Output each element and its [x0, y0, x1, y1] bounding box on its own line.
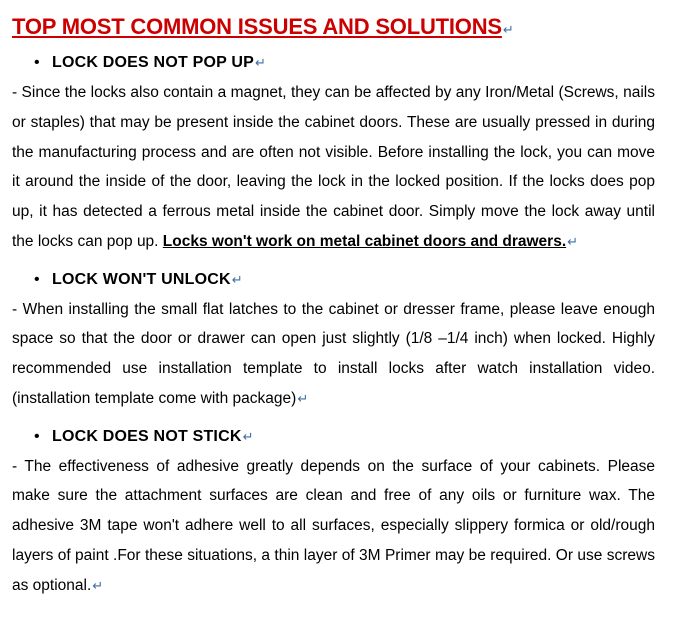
paragraph-mark-icon: ↵ — [502, 22, 514, 37]
bullet-icon: • — [34, 54, 40, 71]
paragraph-mark-icon: ↵ — [254, 55, 266, 70]
section-heading-lock-wont-unlock — [12, 271, 655, 289]
section-heading-label: LOCK DOES NOT STICK — [52, 427, 242, 445]
section-heading-lock-does-not-pop-up — [12, 54, 655, 72]
section-body-text: - The effectiveness of adhesive greatly depends on the surface of your cabinets. Please make sure the attachment surfaces are clean and free of any oils or furniture wax. The adhesive 3M tape won't adhere well to all surfaces, especially slippery formica or old/rough layers of paint .For these situations, a thin layer of 3M Primer may be required. Or use screws as optional. — [12, 457, 655, 594]
section-body-text: - Since the locks also contain a magnet, they can be affected by any Iron/Metal (Screws, nails or staples) that may be present inside the cabinet doors. These are usually pressed in during the manufacturing process and are often not visible. Before installing the lock, you can move it around the inside of the door, leaving the lock in the locked position. If the locks does pop up, it has detected a ferrous metal inside the cabinet door. Simply move the lock away until the locks can pop up. — [12, 84, 655, 250]
section-body-text: - When installing the small flat latches to the cabinet or dresser frame, please leave enough space so that the door or drawer can open just slightly (1/8 –1/4 inch) when locked. Highly recommended use installation template to install locks after watch installation video. (installation template come with package) — [12, 300, 655, 407]
section-body-lock-wont-unlock — [12, 295, 655, 414]
section-body-lock-does-not-pop-up — [12, 78, 655, 257]
paragraph-mark-icon: ↵ — [231, 271, 243, 287]
section-heading-label: LOCK WON'T UNLOCK — [52, 270, 231, 288]
section-body-emphasis: Locks won't work on metal cabinet doors and drawers. — [162, 232, 567, 250]
paragraph-mark-icon: ↵ — [92, 577, 104, 593]
page-title — [12, 14, 655, 40]
page-title-text: TOP MOST COMMON ISSUES AND SOLUTIONS — [12, 14, 502, 39]
section-body-lock-does-not-stick — [12, 452, 655, 601]
paragraph-mark-icon: ↵ — [297, 390, 309, 406]
paragraph-mark-icon: ↵ — [242, 428, 254, 444]
section-heading-label: LOCK DOES NOT POP UP — [52, 54, 254, 71]
paragraph-mark-icon: ↵ — [567, 233, 579, 249]
bullet-icon: • — [34, 270, 40, 288]
bullet-icon: • — [34, 427, 40, 445]
section-heading-lock-does-not-stick — [12, 428, 655, 446]
